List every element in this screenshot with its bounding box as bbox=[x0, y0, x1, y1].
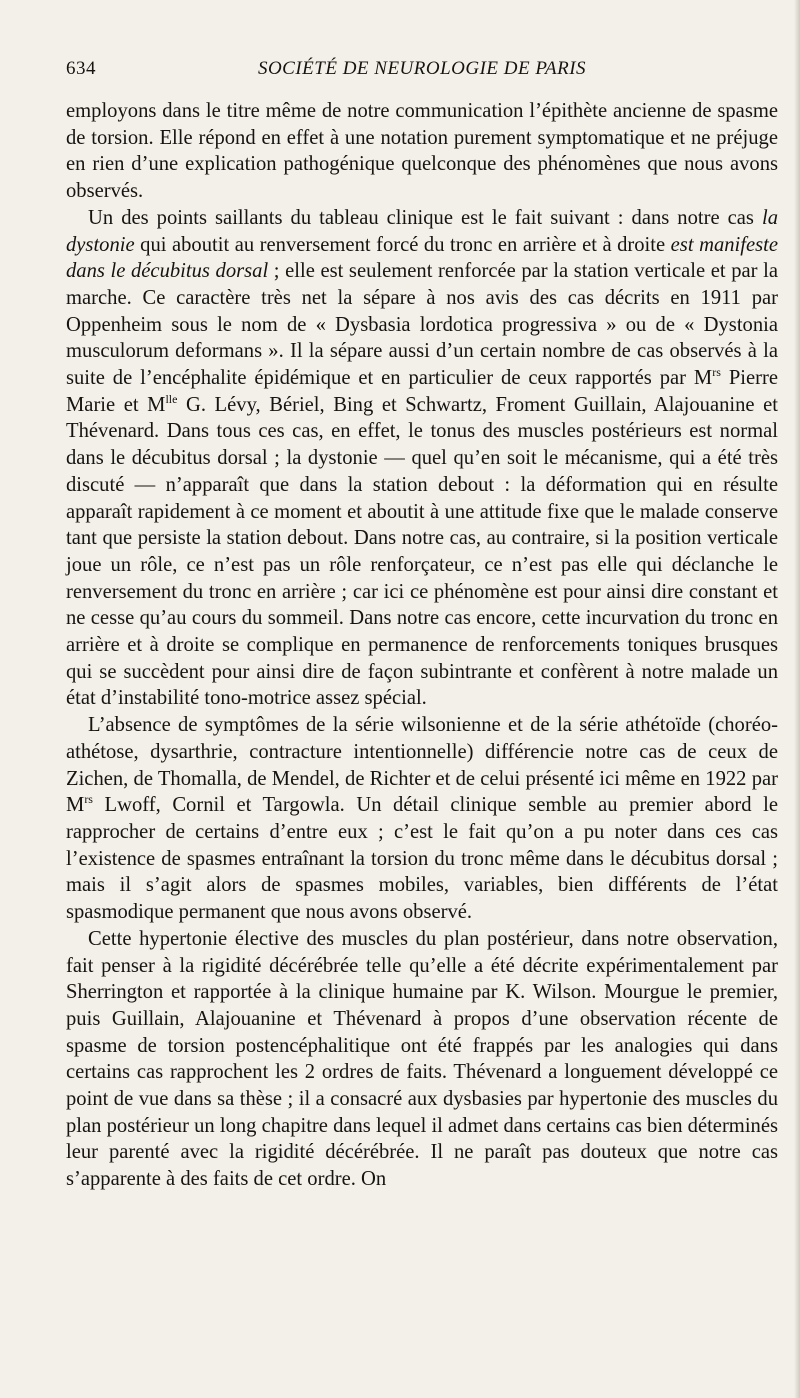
text-run: Pierre Marie et M bbox=[66, 367, 778, 416]
page-number: 634 bbox=[66, 58, 96, 79]
text-run: qui aboutit au renversement forcé du tronc en arrière et à droite bbox=[134, 233, 671, 256]
paragraph-4: Cette hypertonie élective des muscles du plan postérieur, dans notre observation, fait penser à la rigidité décérébrée telle qu’elle a été décrite expérimentalement par Sherrington et rapportée à la clinique humaine par K. Wilson. Mourgue le premier, puis Guillain, Alajouanine et Thévenard à propos d’une observation récente de spasme de torsion postencéphalitique ont été frappés par les analogies qui dans certains cas rapprochent les 2 ordres de faits. Thévenard a longuement développé ce point de vue dans sa thèse ; il a consacré aux dysbasies par hypertonie des muscles du plan postérieur un long chapitre dans lequel il admet dans certains cas bien déterminés leur parenté avec la rigidité décérébrée. Il ne paraît pas douteux que notre cas s’apparente à des faits de cet ordre. On bbox=[66, 927, 778, 1191]
text-run: L’absence de symptômes de la série wilsonienne et de la série athétoïde (choréo-athétose, dysarthrie, contracture intentionnelle) différencie notre cas de ceux de Zichen, de Thomalla, de Mendel, de Richter et de celui présenté ici même en 1922 par M bbox=[66, 714, 778, 817]
superscript: rs bbox=[84, 792, 93, 807]
page-edge bbox=[794, 0, 800, 1398]
text-run: ; elle est seulement renforcée par la station verticale et par la marche. Ce caractère très net la sépare à nos avis des cas décrits en 1911 par Oppenheim sous le nom de « Dysbasia lordotica progressiva » ou de « Dystonia musculorum deformans ». Il la sépare aussi d’un certain nombre de cas observés à la suite de l’encéphalite épidémique et en particulier de ceux rapportés par M bbox=[66, 260, 779, 390]
page-header bbox=[66, 58, 778, 86]
text-run: G. Lévy, Bériel, Bing et Schwartz, Froment Guillain, Alajouanine et Thévenard. Dans tous ces cas, en effet, le tonus des muscles postérieurs est normal dans le décubitus dorsal ; la dystonie — quel qu’en soit le mécanisme, qui a été très discuté — n’apparaît que dans la station debout : la déformation qui en résulte apparaît rapidement à ce moment et aboutit à une attitude fixe que le malade conserve tant que persiste la station debout. Dans notre cas, au contraire, si la position verticale joue un rôle, ce n’est pas un rôle renforçateur, ce n’est pas elle qui déclanche le renversement du tronc en arrière ; car ici ce phénomène est pour ainsi dire constant et ne cesse qu’au cours du sommeil. Dans notre cas encore, cette incurvation du tronc en arrière et à droite se complique en permanence de renforcements toniques brusques qui se succèdent pour ainsi dire de façon subintrante et confèrent à notre malade un état d’instabilité tono-motrice assez spécial. bbox=[66, 393, 778, 710]
italic-run: est manifeste dans le décubitus dorsal bbox=[66, 233, 778, 283]
superscript: lle bbox=[165, 391, 178, 406]
body-text bbox=[66, 98, 778, 1193]
superscript: rs bbox=[712, 365, 721, 380]
paragraph-2 bbox=[66, 205, 778, 712]
paragraph-1: employons dans le titre même de notre communication l’épithète ancienne de spasme de torsion. Elle répond en effet à une notation purement symptomatique et ne préjuge en rien d’une explication pathogénique quelconque des phénomènes que nous avons observés. bbox=[66, 100, 778, 203]
paragraph-3 bbox=[66, 712, 778, 926]
italic-run: la dystonie bbox=[66, 206, 778, 256]
text-run: Lwoff, Cornil et Targowla. Un détail clinique semble au premier abord le rapprocher de certains d’entre eux ; c’est le fait qu’on a pu noter dans ces cas l’existence de spasmes entraînant la torsion du tronc même dans le décubitus dorsal ; mais il s’agit alors de spasmes mobiles, variables, bien différents de l’état spasmodique permanent que nous avons observé. bbox=[66, 794, 778, 924]
running-head: SOCIÉTÉ DE NEUROLOGIE DE PARIS bbox=[257, 58, 587, 79]
text-run: Un des points saillants du tableau clinique est le fait suivant : dans notre cas bbox=[88, 206, 762, 229]
